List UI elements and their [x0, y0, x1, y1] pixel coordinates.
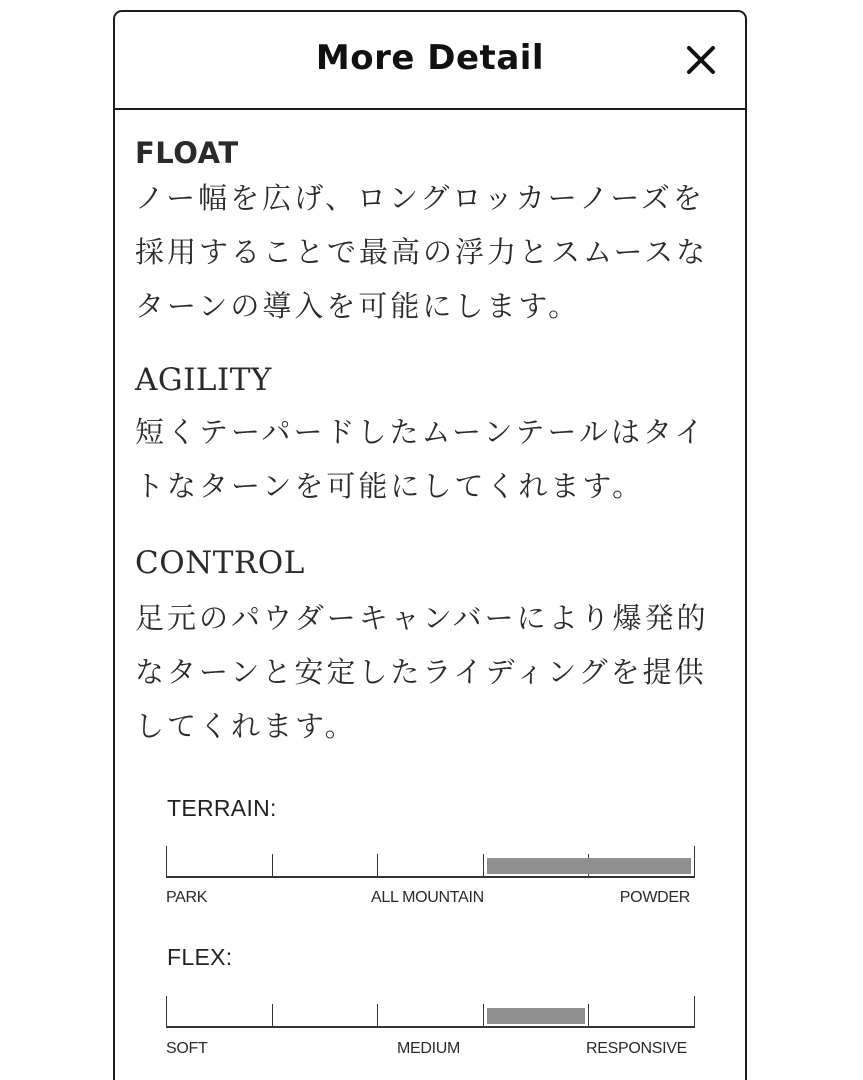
terrain-caption-park: PARK	[166, 889, 208, 906]
terrain-label: TERRAIN:	[167, 795, 277, 821]
flex-caption-responsive: RESPONSIVE	[585, 1040, 687, 1057]
flex-tick	[377, 1004, 378, 1028]
terrain-tick	[483, 854, 484, 878]
flex-caption-soft: SOFT	[166, 1040, 208, 1057]
terrain-tick	[377, 854, 378, 878]
flex-tick	[166, 996, 167, 1028]
agility-description: 短くテーパードしたムーンテールはタイ トなターンを可能にしてくれます。	[135, 415, 707, 503]
flex-tick	[588, 1004, 589, 1028]
control-description: 足元のパウダーキャンバーにより爆発的 なターンと安定したライディングを提供 してくれます。	[135, 601, 709, 743]
flex-axis	[166, 1026, 694, 1028]
terrain-tick	[166, 846, 167, 878]
flex-label: FLEX:	[167, 944, 233, 970]
terrain-caption-powder: POWDER	[619, 889, 690, 906]
flex-caption-medium: MEDIUM	[397, 1040, 461, 1057]
flex-scale	[166, 994, 694, 1028]
terrain-scale	[166, 844, 694, 878]
terrain-tick	[272, 854, 273, 878]
agility-heading: AGILITY	[135, 362, 272, 398]
float-heading: FLOAT	[135, 136, 239, 170]
flex-tick	[272, 1004, 273, 1028]
flex-tick	[694, 996, 695, 1028]
float-description: ノー幅を広げ、ロングロッカーノーズを 採用することで最高の浮力とスムースな ターンの導入を可能にします。	[135, 181, 709, 323]
modal-title: More Detail	[315, 38, 545, 78]
close-button[interactable]	[681, 40, 721, 80]
terrain-level-fill	[487, 858, 691, 874]
terrain-caption-all-mountain: ALL MOUNTAIN	[371, 889, 484, 906]
close-icon	[681, 40, 721, 80]
flex-level-fill	[487, 1008, 586, 1024]
terrain-axis	[166, 876, 694, 878]
modal-header	[115, 12, 745, 110]
control-heading: CONTROL	[135, 545, 305, 581]
flex-tick	[483, 1004, 484, 1028]
terrain-tick	[694, 846, 695, 878]
more-detail-modal	[113, 10, 747, 1080]
